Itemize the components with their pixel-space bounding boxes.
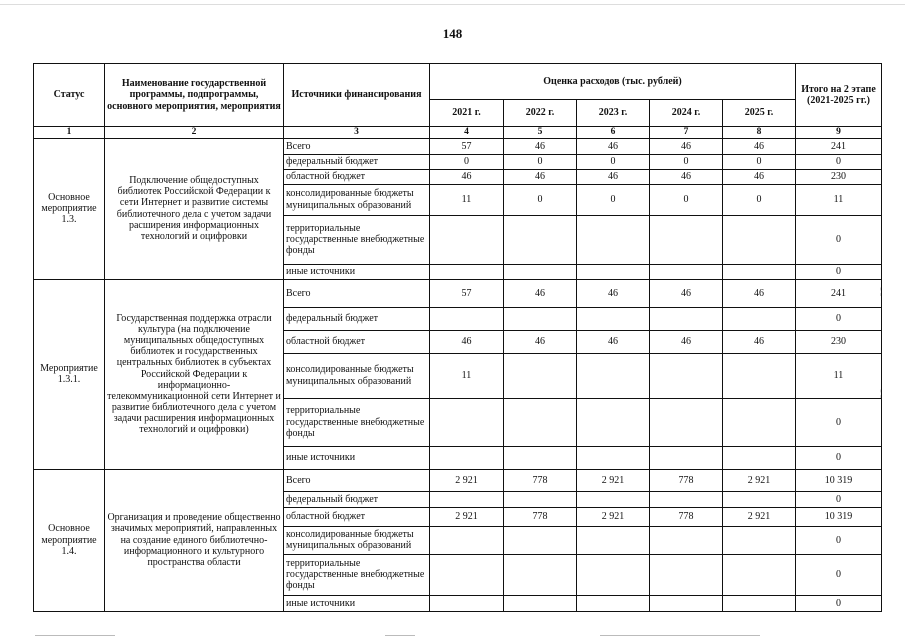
year-value: 46: [650, 138, 723, 154]
year-value: [504, 595, 577, 611]
year-value: [650, 215, 723, 264]
year-value: [723, 264, 796, 279]
year-value: [577, 353, 650, 398]
header-year: 2021 г.: [430, 100, 504, 127]
year-value: 46: [430, 169, 504, 184]
year-value: 46: [650, 279, 723, 307]
year-value: 2 921: [577, 469, 650, 491]
year-value: 46: [723, 138, 796, 154]
column-number: 7: [650, 127, 723, 139]
year-value: [430, 554, 504, 595]
column-number: 8: [723, 127, 796, 139]
year-value: [650, 491, 723, 507]
year-value: 46: [504, 169, 577, 184]
funding-source: консолидированные бюджеты муниципальных образований: [284, 526, 430, 554]
year-value: 0: [723, 184, 796, 215]
year-value: [577, 526, 650, 554]
total-value: 0: [796, 446, 882, 469]
year-value: [504, 554, 577, 595]
year-value: [430, 491, 504, 507]
column-numbers-row: [34, 127, 882, 139]
total-value: 0: [796, 154, 882, 169]
section-status: Мероприятие 1.3.1.: [34, 279, 105, 469]
year-value: [504, 307, 577, 330]
funding-source: территориальные государственные внебюджетные фонды: [284, 215, 430, 264]
year-value: 778: [650, 507, 723, 526]
year-value: [577, 595, 650, 611]
year-value: 0: [430, 154, 504, 169]
total-value: 0: [796, 215, 882, 264]
column-number: 1: [34, 127, 105, 139]
year-value: [577, 264, 650, 279]
year-value: [723, 307, 796, 330]
year-value: [723, 215, 796, 264]
year-value: 46: [723, 169, 796, 184]
year-value: 2 921: [577, 507, 650, 526]
year-value: [650, 398, 723, 446]
funding-source: Всего: [284, 138, 430, 154]
year-value: 46: [723, 330, 796, 353]
funding-source: федеральный бюджет: [284, 307, 430, 330]
year-value: [430, 215, 504, 264]
column-number: 5: [504, 127, 577, 139]
total-value: 230: [796, 169, 882, 184]
total-value: 0: [796, 491, 882, 507]
funding-source: консолидированные бюджеты муниципальных образований: [284, 353, 430, 398]
year-value: [504, 446, 577, 469]
total-value: 0: [796, 526, 882, 554]
total-value: 241: [796, 138, 882, 154]
total-value: 0: [796, 264, 882, 279]
year-value: 46: [577, 279, 650, 307]
section-name: Подключение общедоступных библиотек Российской Федерации к сети Интернет и развитие системы библиотечного дела с учетом задачи расширения информационных технологий и оцифровки: [105, 138, 284, 279]
funding-source: иные источники: [284, 446, 430, 469]
year-value: [577, 491, 650, 507]
year-value: 46: [650, 169, 723, 184]
funding-source: областной бюджет: [284, 330, 430, 353]
year-value: 0: [577, 184, 650, 215]
year-value: 0: [504, 154, 577, 169]
section-name: Организация и проведение общественно значимых мероприятий, направленных на создание единого библиотечно-информационного и культурного пространства области: [105, 469, 284, 611]
year-value: 57: [430, 138, 504, 154]
year-value: [650, 526, 723, 554]
year-value: 2 921: [430, 507, 504, 526]
year-value: 0: [577, 154, 650, 169]
year-value: 778: [504, 507, 577, 526]
funding-source: Всего: [284, 469, 430, 491]
header-name: Наименование государственной программы, подпрограммы, основного мероприятия, мероприятия: [105, 64, 284, 127]
total-value: 241: [796, 279, 882, 307]
year-value: [650, 595, 723, 611]
year-value: [504, 215, 577, 264]
total-value: 230: [796, 330, 882, 353]
year-value: 0: [504, 184, 577, 215]
section-status: Основное мероприятие 1.4.: [34, 469, 105, 611]
funding-source: территориальные государственные внебюджетные фонды: [284, 398, 430, 446]
year-value: [430, 446, 504, 469]
year-value: [430, 526, 504, 554]
year-value: [577, 215, 650, 264]
year-value: 57: [430, 279, 504, 307]
header-year: 2022 г.: [504, 100, 577, 127]
year-value: 46: [650, 330, 723, 353]
funding-source: Всего: [284, 279, 430, 307]
year-value: [504, 398, 577, 446]
year-value: 46: [430, 330, 504, 353]
year-value: [577, 398, 650, 446]
header-sources: Источники финансирования: [284, 64, 430, 127]
year-value: 46: [577, 138, 650, 154]
year-value: [504, 491, 577, 507]
year-value: [430, 595, 504, 611]
year-value: 0: [723, 154, 796, 169]
funding-source: консолидированные бюджеты муниципальных образований: [284, 184, 430, 215]
header-estimate: Оценка расходов (тыс. рублей): [430, 64, 796, 100]
budget-table: [33, 63, 882, 612]
year-value: 778: [504, 469, 577, 491]
column-number: 2: [105, 127, 284, 139]
total-value: 0: [796, 398, 882, 446]
year-value: 778: [650, 469, 723, 491]
funding-source: иные источники: [284, 595, 430, 611]
column-number: 6: [577, 127, 650, 139]
year-value: [430, 264, 504, 279]
funding-source: федеральный бюджет: [284, 154, 430, 169]
year-value: 46: [504, 330, 577, 353]
year-value: [723, 398, 796, 446]
year-value: [650, 446, 723, 469]
total-value: 0: [796, 595, 882, 611]
page-number: 148: [442, 26, 463, 41]
year-value: [723, 526, 796, 554]
year-value: 46: [504, 138, 577, 154]
header-year: 2023 г.: [577, 100, 650, 127]
funding-source: территориальные государственные внебюджетные фонды: [284, 554, 430, 595]
year-value: 2 921: [723, 507, 796, 526]
year-value: [430, 307, 504, 330]
year-value: [650, 264, 723, 279]
year-value: 46: [577, 169, 650, 184]
header-year: 2024 г.: [650, 100, 723, 127]
table-row: [34, 138, 882, 154]
total-value: 10 319: [796, 507, 882, 526]
column-number: 3: [284, 127, 430, 139]
column-number: 4: [430, 127, 504, 139]
year-value: 46: [577, 330, 650, 353]
table-row: [34, 469, 882, 491]
year-value: 46: [504, 279, 577, 307]
funding-source: областной бюджет: [284, 507, 430, 526]
total-value: 11: [796, 184, 882, 215]
year-value: [504, 353, 577, 398]
year-value: [504, 526, 577, 554]
table-row: [34, 279, 882, 307]
header-year: 2025 г.: [723, 100, 796, 127]
year-value: 11: [430, 184, 504, 215]
year-value: [650, 554, 723, 595]
year-value: [723, 554, 796, 595]
year-value: [577, 307, 650, 330]
total-value: 0: [796, 554, 882, 595]
year-value: [723, 491, 796, 507]
year-value: 2 921: [430, 469, 504, 491]
year-value: 0: [650, 184, 723, 215]
section-name: Государственная поддержка отрасли культура (на подключение муниципальных общедоступных библиотек и государственных центральных библиотек в субъектах Российской Федерации к информационно-телекоммуникационной сети Интернет и развитие библиотечного дела с учетом задачи расширения информационных технологий и оцифровки): [105, 279, 284, 469]
column-number: 9: [796, 127, 882, 139]
header-total: Итого на 2 этапе (2021-2025 гг.): [796, 64, 882, 127]
year-value: [430, 398, 504, 446]
year-value: 0: [650, 154, 723, 169]
year-value: 11: [430, 353, 504, 398]
section-status: Основное мероприятие 1.3.: [34, 138, 105, 279]
funding-source: федеральный бюджет: [284, 491, 430, 507]
year-value: [577, 446, 650, 469]
total-value: 10 319: [796, 469, 882, 491]
year-value: 46: [723, 279, 796, 307]
year-value: [504, 264, 577, 279]
total-value: 11: [796, 353, 882, 398]
year-value: [577, 554, 650, 595]
total-value: 0: [796, 307, 882, 330]
scan-margin-marks: · ¦ · · ¦: [880, 252, 883, 398]
year-value: [723, 595, 796, 611]
year-value: [723, 353, 796, 398]
funding-source: областной бюджет: [284, 169, 430, 184]
year-value: [650, 353, 723, 398]
header-status: Статус: [34, 64, 105, 127]
year-value: [723, 446, 796, 469]
year-value: 2 921: [723, 469, 796, 491]
funding-source: иные источники: [284, 264, 430, 279]
year-value: [650, 307, 723, 330]
